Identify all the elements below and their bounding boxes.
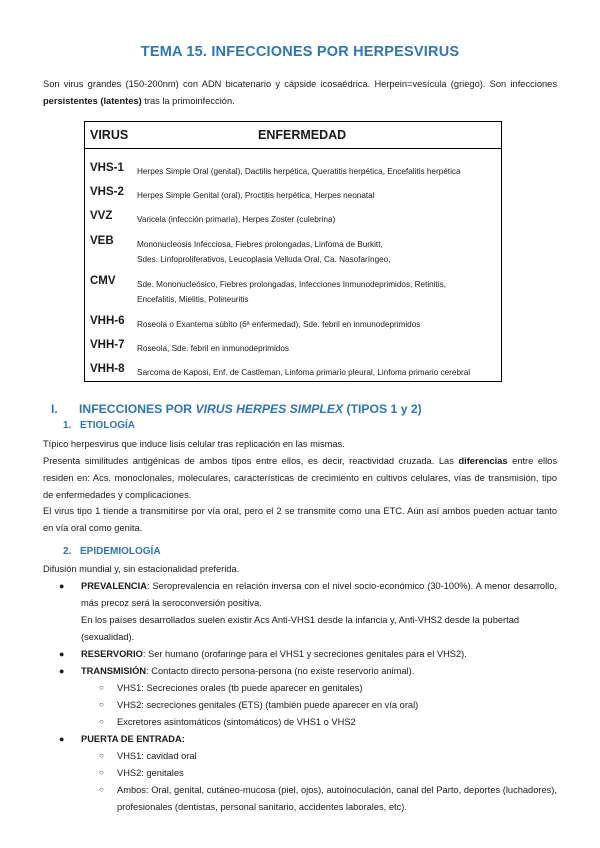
virus-name: VEB (90, 235, 114, 247)
virus-diseases (137, 365, 470, 380)
bullet-body: : Contacto directo persona-persona (no existe reservorio animal). (146, 666, 415, 676)
virus-table-header (85, 122, 501, 149)
intro-text-1: Son virus grandes (150-200nm) con ADN bicatenario y cápside icosaédrica. Herpein=vesícula (griego). Son infecciones (43, 79, 557, 89)
virus-diseases (137, 164, 461, 179)
etiologia-text: Presenta similitudes antigénicas de ambos tipos entre ellos, es decir, reactividad cruzada. Las (43, 456, 459, 466)
sub-bullet-icon: ○ (99, 683, 104, 692)
bullet-icon: ● (59, 666, 65, 676)
bullet-text (81, 663, 557, 680)
disease-line: Encefalitis, Mielitis, Polineuritis (137, 295, 249, 304)
section-title-pre: INFECCIONES POR (79, 402, 196, 416)
disease-column-header: ENFERMEDAD (258, 128, 347, 142)
virus-name: VVZ (90, 210, 113, 222)
etiologia-bold: diferencias (458, 456, 508, 466)
sub-bullet-icon: ○ (99, 700, 104, 709)
bullet-text (81, 578, 557, 612)
subsection-title: EPIDEMIOLOGÍA (80, 546, 161, 557)
subsection-number: 1. (63, 420, 72, 431)
sub-bullet-text: Ambos: Oral, genital, cutáneo-mucosa (piel, ojos), autoinoculación, canal del Parto, deportes (luchadores), profesionales (dentistas, personal sanitario, accidentes laborales, etc). (117, 785, 557, 812)
sub-bullet-icon: ○ (99, 785, 104, 794)
intro-paragraph (43, 76, 557, 110)
intro-bold: persistentes (latentes) (43, 96, 142, 106)
bullet-label: PREVALENCIA (81, 581, 147, 591)
virus-diseases (137, 237, 391, 267)
bullet-label: TRANSMISIÓN (81, 666, 147, 676)
intro-text-2: tras la primoinfección. (141, 96, 235, 106)
section-number: I. (51, 402, 58, 416)
disease-line: Herpes Simple Genital (oral), Proctitis herpética, Herpes neonatal (137, 191, 375, 200)
bullet-body: : Seroprevalencia en relación inversa con el nivel socio-económico (30-100%). A menor desarrollo, más precoz será la seroconversión positiva. (81, 581, 557, 608)
virus-diseases (137, 212, 335, 227)
subsection-number: 2. (63, 546, 72, 557)
etiologia-paragraph-3: El virus tipo 1 tiende a transmitirse por vía oral, pero el 2 se transmite como una ETC. Aún así ambos pueden actuar tanto en vía oral como genita. (43, 506, 557, 533)
bullet-icon: ● (59, 734, 65, 744)
section-title-post: (TIPOS 1 y 2) (343, 402, 422, 416)
virus-name: VHS-1 (90, 162, 124, 174)
disease-line: Sdes. Linfoproliferativos, Leucoplasia Velluda Oral, Ca. Nasofaríngeo, (137, 255, 391, 264)
bullet-text (81, 646, 557, 663)
sub-bullet-icon: ○ (99, 751, 104, 760)
sub-bullet-text: VHS2: secreciones genitales (ETS) (también puede aparecer en vía oral) (117, 700, 419, 710)
virus-table (84, 121, 502, 382)
subsection-heading-etiologia (63, 420, 135, 431)
virus-name: VHS-2 (90, 186, 124, 198)
bullet-icon: ● (59, 649, 65, 659)
disease-line: Herpes Simple Oral (genital), Dactilis herpética, Queratitis herpética, Encefalitis herpética (137, 167, 461, 176)
epidemiologia-paragraph: Difusión mundial y, sin estacionalidad preferida. (43, 564, 240, 574)
disease-line: Varicela (infección primaria), Herpes Zoster (culebrina) (137, 215, 336, 224)
virus-column-header: VIRUS (90, 128, 129, 142)
bullet-icon: ● (59, 581, 65, 591)
prevalencia-continuation: En los países desarrollados suelen existir Acs Anti-VHS1 desde la infancia y, Anti-VHS2 desde la pubertad (sexualidad). (81, 615, 520, 642)
virus-diseases (137, 277, 446, 307)
virus-diseases (137, 188, 375, 203)
virus-diseases (137, 317, 420, 332)
virus-name: VHH-6 (90, 315, 125, 327)
virus-name: CMV (90, 275, 116, 287)
sub-bullet-text: VHS1: cavidad oral (117, 751, 197, 761)
sub-bullet-text: VHS1: Secreciones orales (tb puede aparecer en genitales) (117, 683, 363, 693)
sub-bullet-text: VHS2: genitales (117, 768, 184, 778)
section-heading (51, 402, 422, 416)
sub-bullet-text: Excretores asintomáticos (sintomáticos) de VHS1 o VHS2 (117, 717, 356, 727)
virus-name: VHH-8 (90, 363, 125, 375)
etiologia-text: entre ellos residen en: Acs. monoclonales, moleculares, características de crecimiento en cultivos celulares, vías de transmisión, tipo de enfermedades y complicaciones. (43, 456, 557, 500)
etiologia-paragraph-2 (43, 453, 557, 503)
sub-bullet-icon: ○ (99, 717, 104, 726)
subsection-title: ETIOLOGÍA (80, 420, 135, 431)
subsection-heading-epidemiologia (63, 546, 161, 557)
virus-name: VHH-7 (90, 339, 125, 351)
sub-bullet-icon: ○ (99, 768, 104, 777)
bullet-body: : Ser humano (orofaringe para el VHS1 y secreciones genitales para el VHS2). (142, 649, 467, 659)
disease-line: Roseola, Sde. febril en inmunodeprimidos (137, 344, 290, 353)
disease-line: Sarcoma de Kaposi, Enf. de Castleman, Linfoma primario pleural, Linfoma primario cerebral (137, 368, 471, 377)
bullet-label: RESERVORIO (81, 649, 143, 659)
disease-line: Roseola o Exantema súbito (6ª enfermedad), Sde. febril en inmunodeprimidos (137, 320, 421, 329)
disease-line: Sde. Mononucleósico, Fiebres prolongadas, Infecciones Inmunodeprimidos, Retinitis, (137, 280, 447, 289)
bullet-label: PUERTA DE ENTRADA: (81, 734, 185, 744)
bullet-text (81, 731, 557, 748)
virus-diseases (137, 341, 289, 356)
section-title-italic: VIRUS HERPES SIMPLEX (195, 402, 344, 416)
etiologia-paragraph-1: Típico herpesvirus que induce lisis celular tras replicación en las mismas. (43, 439, 345, 449)
page-title: TEMA 15. INFECCIONES POR HERPESVIRUS (140, 44, 460, 60)
disease-line: Mononucleosis Infecciosa, Fiebres prolongadas, Linfoma de Burkitt, (137, 240, 383, 249)
